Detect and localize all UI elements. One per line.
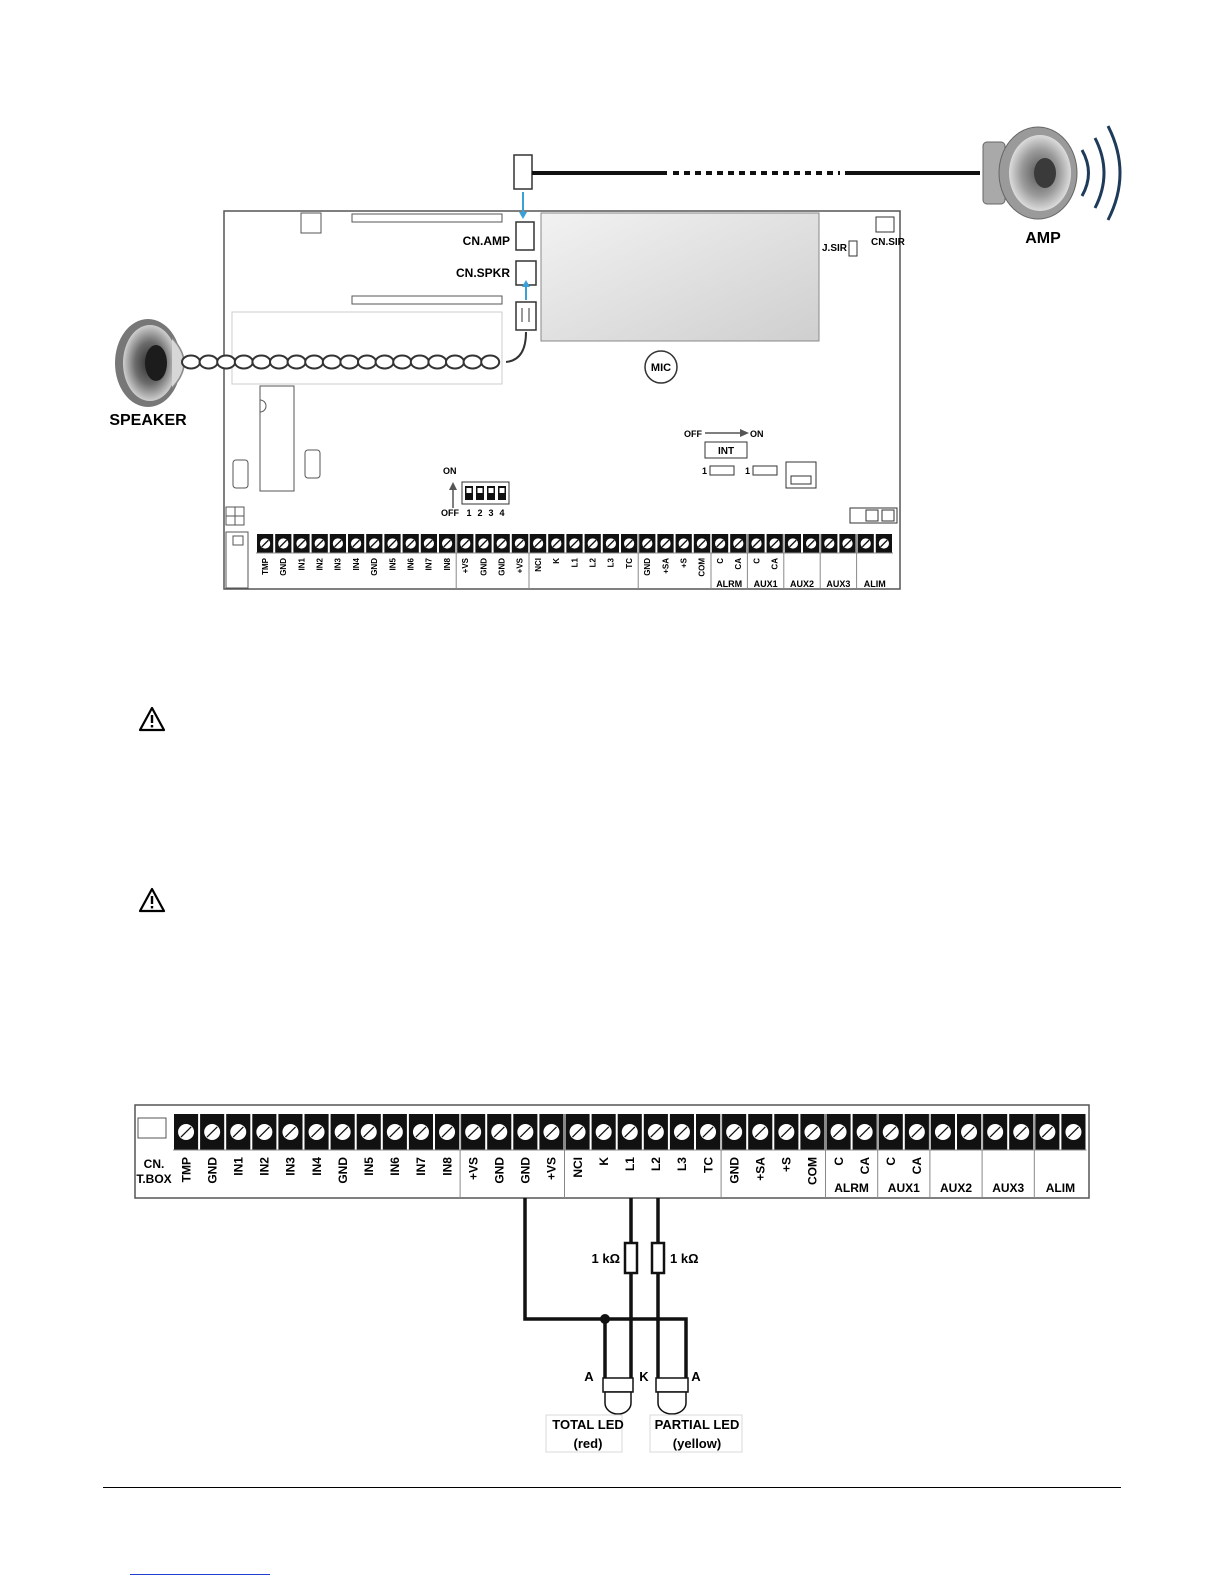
terminal-group-label: ALRM bbox=[716, 579, 743, 589]
board-diagram bbox=[109, 126, 1120, 589]
terminal-label: GND bbox=[370, 558, 380, 576]
small-block bbox=[301, 213, 321, 233]
int-on-label: ON bbox=[750, 429, 764, 439]
cn-spkr-label: CN.SPKR bbox=[455, 266, 510, 280]
cn-sir-label: CN.SIR bbox=[871, 237, 905, 248]
j-sir-jumper bbox=[849, 241, 857, 256]
cable-twist bbox=[481, 356, 499, 369]
mic-label: MIC bbox=[650, 362, 672, 374]
cable-twist bbox=[182, 356, 200, 369]
dip-key-slider bbox=[500, 488, 505, 493]
terminal-label: L1 bbox=[570, 558, 580, 568]
dip-key-slider bbox=[467, 488, 472, 493]
cn-sir-connector bbox=[876, 217, 894, 232]
footer-link-underline[interactable] bbox=[130, 1574, 270, 1575]
terminal-label: +VS bbox=[515, 558, 525, 574]
terminal-label: GND bbox=[279, 558, 289, 576]
dip-number: 3 bbox=[488, 508, 494, 518]
terminal-label: GND bbox=[518, 1157, 533, 1184]
terminal-label: IN3 bbox=[283, 1157, 298, 1176]
terminal-label: IN7 bbox=[414, 1157, 429, 1176]
cable-twist bbox=[200, 356, 218, 369]
pin-a2-label: A bbox=[691, 1369, 701, 1384]
terminal-label: GND bbox=[479, 558, 489, 576]
terminal-label: TMP bbox=[179, 1157, 194, 1183]
cable-twist bbox=[288, 356, 306, 369]
int-pin1a: 1 bbox=[702, 466, 708, 476]
cable-twist bbox=[235, 356, 253, 369]
chip-area bbox=[232, 312, 502, 384]
terminal-label: +S bbox=[779, 1157, 794, 1173]
terminal-label: COM bbox=[805, 1157, 820, 1185]
terminal-label: IN5 bbox=[361, 1157, 376, 1176]
terminal-label: +VS bbox=[544, 1157, 559, 1181]
terminal-group-label: AUX2 bbox=[789, 579, 815, 589]
terminal-label: IN8 bbox=[442, 558, 452, 571]
sound-wave-3 bbox=[1108, 126, 1120, 220]
terminal-group-label: AUX1 bbox=[753, 579, 778, 589]
terminal-label: TMP bbox=[260, 558, 270, 575]
amp-label: AMP bbox=[1025, 230, 1061, 247]
terminal-label: IN1 bbox=[231, 1157, 246, 1176]
cn-tbox-label-2: T.BOX bbox=[136, 1172, 172, 1186]
cable-twist bbox=[428, 356, 446, 369]
warning-triangle-icon bbox=[138, 887, 166, 913]
large-module bbox=[541, 213, 819, 341]
total-led-icon bbox=[603, 1378, 633, 1414]
cable-twist bbox=[252, 356, 270, 369]
sound-wave-2 bbox=[1095, 138, 1104, 208]
terminal-label: NCI bbox=[570, 1157, 585, 1178]
amp-speaker-icon bbox=[983, 126, 1120, 220]
dip-key-slider bbox=[478, 488, 483, 493]
terminal-label: IN6 bbox=[406, 558, 416, 571]
partial-led-label: PARTIAL LED bbox=[654, 1417, 740, 1432]
crystal-1 bbox=[233, 460, 248, 488]
terminal-label: +VS bbox=[461, 558, 471, 574]
terminal-group-label: AUX3 bbox=[826, 579, 851, 589]
j-sir-label: J.SIR bbox=[822, 243, 848, 254]
cn-amp-label: CN.AMP bbox=[462, 234, 510, 248]
terminal-label: L3 bbox=[675, 1157, 690, 1172]
terminal-group-label: AUX1 bbox=[887, 1181, 920, 1195]
crystal-2 bbox=[305, 450, 320, 478]
terminal-label: IN2 bbox=[315, 558, 325, 571]
terminal-label: +SA bbox=[753, 1157, 768, 1181]
terminal-label: C bbox=[883, 1157, 898, 1166]
speaker-icon bbox=[115, 319, 184, 407]
int-pin1b: 1 bbox=[745, 466, 751, 476]
terminal-label: +SA bbox=[661, 558, 671, 574]
terminal-label: L2 bbox=[588, 558, 598, 568]
terminal-group-label: AUX2 bbox=[939, 1181, 973, 1195]
terminal-label: +VS bbox=[466, 1157, 481, 1181]
speaker-label: SPEAKER bbox=[109, 412, 187, 429]
amp-plug bbox=[514, 155, 532, 189]
sound-wave-1 bbox=[1082, 150, 1089, 196]
terminal-label: IN1 bbox=[297, 558, 307, 571]
terminal-label: GND bbox=[497, 558, 507, 576]
cable-twist bbox=[393, 356, 411, 369]
cable-twist bbox=[340, 356, 358, 369]
top-connector-bar bbox=[352, 214, 502, 222]
warning-triangle-icon bbox=[138, 706, 166, 732]
cn-tbox-label-1: CN. bbox=[143, 1157, 165, 1171]
terminal-label: L1 bbox=[622, 1157, 637, 1172]
terminal-label: IN8 bbox=[440, 1157, 455, 1176]
resistor-2-label: 1 kΩ bbox=[670, 1251, 699, 1266]
terminal-label: GND bbox=[335, 1157, 350, 1184]
footer-rule bbox=[103, 1487, 1121, 1488]
dip-key-slider bbox=[489, 488, 494, 493]
terminal-group-label: ALIM bbox=[1045, 1181, 1076, 1195]
terminal-label: TC bbox=[624, 558, 634, 569]
terminal-label: IN3 bbox=[333, 558, 343, 571]
terminal-label: IN2 bbox=[257, 1157, 272, 1176]
cable-twist bbox=[376, 356, 394, 369]
terminal-label: GND bbox=[643, 558, 653, 576]
dip-off-label: OFF bbox=[441, 508, 459, 518]
terminal-label: L3 bbox=[606, 558, 616, 568]
terminal-label: TC bbox=[701, 1157, 716, 1173]
total-led-color: (red) bbox=[573, 1436, 603, 1451]
cable-twist bbox=[358, 356, 376, 369]
ic-chip bbox=[260, 386, 294, 491]
terminal-label: GND bbox=[492, 1157, 507, 1184]
total-led-label: TOTAL LED bbox=[552, 1417, 624, 1432]
dip-on-label: ON bbox=[443, 466, 457, 476]
terminal-label: C bbox=[715, 558, 725, 564]
speaker-plug bbox=[516, 302, 536, 330]
terminal-label: IN4 bbox=[309, 1157, 324, 1176]
led-wiring-diagram bbox=[135, 1105, 1089, 1452]
cable-twist bbox=[217, 356, 235, 369]
terminal-label: IN7 bbox=[424, 558, 434, 571]
terminal-label: COM bbox=[697, 558, 707, 577]
dip-number: 4 bbox=[499, 508, 505, 518]
terminal-label: K bbox=[596, 1157, 611, 1166]
resistor-1 bbox=[625, 1243, 637, 1273]
terminal-label: L2 bbox=[649, 1157, 664, 1172]
terminal-label: CA bbox=[734, 558, 744, 570]
cable-twist bbox=[323, 356, 341, 369]
terminal-label: IN6 bbox=[388, 1157, 403, 1176]
terminal-label: CA bbox=[770, 558, 780, 570]
cable-twist bbox=[446, 356, 464, 369]
terminal-group-label: AUX3 bbox=[992, 1181, 1025, 1195]
terminal-label: CA bbox=[910, 1157, 925, 1175]
partial-led-color: (yellow) bbox=[672, 1436, 722, 1451]
terminal-label: CA bbox=[857, 1157, 872, 1175]
junction-dot bbox=[600, 1314, 610, 1324]
cn-amp-connector bbox=[516, 222, 534, 250]
terminal-label: K bbox=[552, 558, 562, 564]
terminal-label: C bbox=[831, 1157, 846, 1166]
terminal-label: +S bbox=[679, 558, 689, 569]
jumper-a bbox=[710, 466, 734, 475]
mid-connector-bar bbox=[352, 296, 502, 304]
cable-twist bbox=[305, 356, 323, 369]
cable-twist bbox=[464, 356, 482, 369]
cable-twist bbox=[270, 356, 288, 369]
int-off-label: OFF bbox=[684, 429, 702, 439]
jumper-b bbox=[753, 466, 777, 475]
cable-twist bbox=[411, 356, 429, 369]
partial-led-icon bbox=[656, 1378, 688, 1414]
terminal-label: GND bbox=[727, 1157, 742, 1184]
pin-k-label: K bbox=[639, 1369, 649, 1384]
terminal-label: GND bbox=[205, 1157, 220, 1184]
terminal-group-label: ALRM bbox=[834, 1181, 869, 1195]
terminal-label: C bbox=[752, 558, 762, 564]
terminal-label: IN4 bbox=[351, 558, 361, 571]
pin-a1-label: A bbox=[584, 1369, 594, 1384]
terminal-group-label: ALIM bbox=[863, 579, 886, 589]
terminal-label: IN5 bbox=[388, 558, 398, 571]
dip-number: 2 bbox=[477, 508, 483, 518]
terminal-label: NCI bbox=[533, 558, 543, 572]
resistor-2 bbox=[652, 1243, 664, 1273]
dip-number: 1 bbox=[466, 508, 472, 518]
cn-tbox-connector bbox=[138, 1118, 166, 1138]
resistor-1-label: 1 kΩ bbox=[591, 1251, 620, 1266]
int-label: INT bbox=[717, 446, 735, 457]
